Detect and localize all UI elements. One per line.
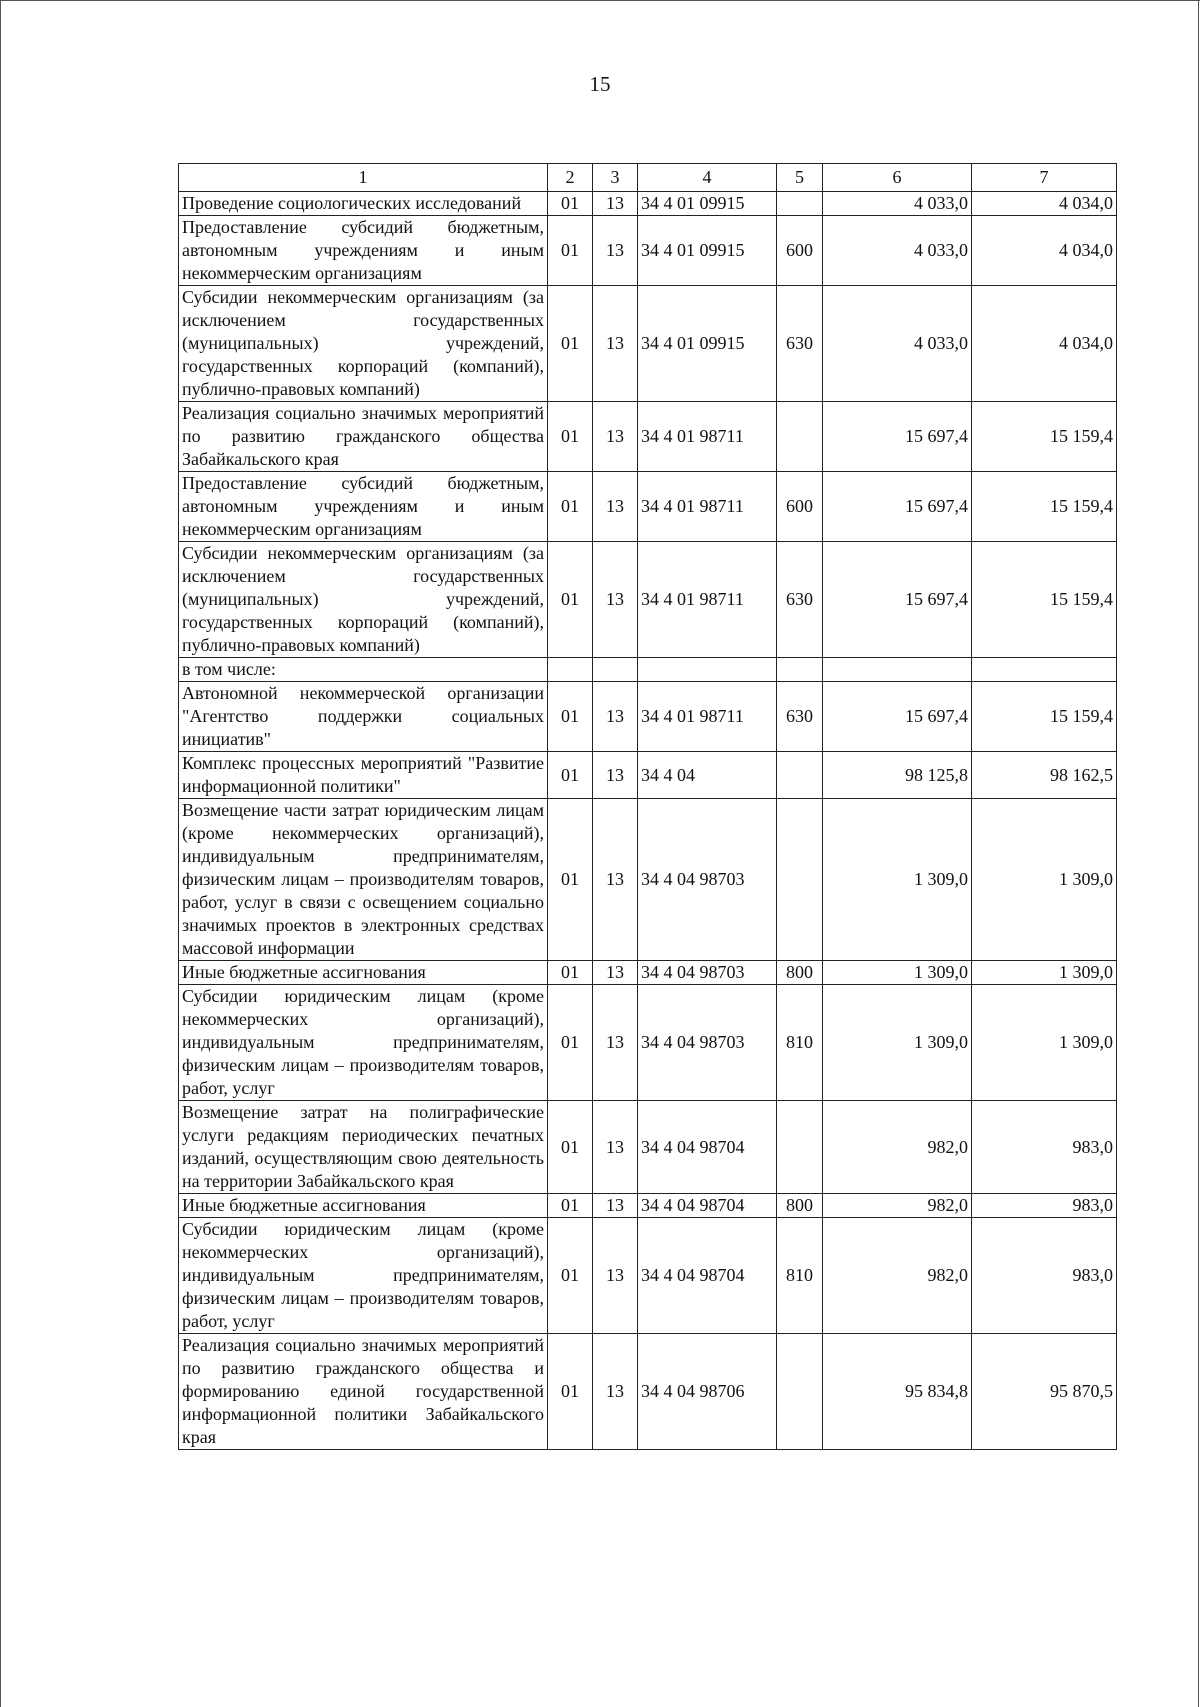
row-name-cell: Субсидии некоммерческим организациям (за исключением государственных (муниципальных) учреждений, государственных корпораций (компаний), публично-правовых компаний) [179,542,548,658]
row-name-cell: Проведение социологических исследований [179,192,548,216]
section-code-cell: 01 [548,192,593,216]
expense-type-cell: 600 [777,216,823,286]
amount-year1-cell: 15 697,4 [823,402,972,472]
target-article-cell: 34 4 04 98706 [638,1334,777,1450]
amount-year1-cell: 95 834,8 [823,1334,972,1450]
table-row [179,542,1117,658]
subsection-code-cell: 13 [593,542,638,658]
amount-year1-cell: 1 309,0 [823,985,972,1101]
header-col-6: 6 [823,164,972,192]
expense-type-cell [777,1334,823,1450]
amount-year1-cell: 4 033,0 [823,216,972,286]
row-name-cell: Автономной некоммерческой организации "Агентство поддержки социальных инициатив" [179,682,548,752]
target-article-cell: 34 4 01 98711 [638,542,777,658]
amount-year1-cell: 1 309,0 [823,961,972,985]
target-article-cell: 34 4 04 98704 [638,1101,777,1194]
expense-type-cell: 630 [777,542,823,658]
section-code-cell: 01 [548,752,593,799]
table-row [179,752,1117,799]
amount-year1-cell: 98 125,8 [823,752,972,799]
section-code-cell: 01 [548,1334,593,1450]
table-header-row [179,164,1117,192]
section-code-cell: 01 [548,682,593,752]
row-name-cell: Субсидии некоммерческим организациям (за исключением государственных (муниципальных) учреждений, государственных корпораций (компаний), публично-правовых компаний) [179,286,548,402]
amount-year2-cell: 98 162,5 [972,752,1117,799]
amount-year1-cell: 982,0 [823,1194,972,1218]
budget-table [178,163,1117,1450]
section-code-cell: 01 [548,286,593,402]
subsection-code-cell: 13 [593,402,638,472]
subsection-code-cell: 13 [593,472,638,542]
row-name-cell: Предоставление субсидий бюджетным, автономным учреждениям и иным некоммерческим организациям [179,472,548,542]
expense-type-cell [777,799,823,961]
amount-year1-cell: 4 033,0 [823,192,972,216]
amount-year1-cell: 4 033,0 [823,286,972,402]
section-code-cell: 01 [548,542,593,658]
table-row [179,216,1117,286]
section-code-cell: 01 [548,472,593,542]
expense-type-cell: 810 [777,985,823,1101]
header-col-7: 7 [972,164,1117,192]
amount-year2-cell: 983,0 [972,1194,1117,1218]
table-row [179,286,1117,402]
expense-type-cell: 630 [777,286,823,402]
page-number: 15 [589,72,611,96]
expense-type-cell [777,402,823,472]
amount-year2-cell: 983,0 [972,1101,1117,1194]
section-code-cell: 01 [548,1194,593,1218]
amount-year1-cell: 982,0 [823,1101,972,1194]
row-name-cell: Возмещение части затрат юридическим лицам (кроме некоммерческих организаций), индивидуальным предпринимателям, физическим лицам – производителям товаров, работ, услуг в связи с освещением социально значимых проектов в электронных средствах массовой информации [179,799,548,961]
expense-type-cell: 630 [777,682,823,752]
subsection-code-cell: 13 [593,1194,638,1218]
amount-year2-cell: 15 159,4 [972,402,1117,472]
amount-year2-cell: 95 870,5 [972,1334,1117,1450]
subsection-code-cell: 13 [593,1101,638,1194]
row-name-cell: Иные бюджетные ассигнования [179,1194,548,1218]
amount-year2-cell: 1 309,0 [972,985,1117,1101]
target-article-cell: 34 4 04 98703 [638,985,777,1101]
amount-year2-cell: 15 159,4 [972,472,1117,542]
header-col-3: 3 [593,164,638,192]
section-code-cell: 01 [548,402,593,472]
amount-year1-cell [823,658,972,682]
section-code-cell: 01 [548,216,593,286]
expense-type-cell: 600 [777,472,823,542]
table-row [179,1218,1117,1334]
target-article-cell: 34 4 04 98703 [638,961,777,985]
amount-year2-cell: 15 159,4 [972,542,1117,658]
row-name-cell: Иные бюджетные ассигнования [179,961,548,985]
amount-year1-cell: 15 697,4 [823,472,972,542]
expense-type-cell [777,752,823,799]
row-name-cell: Комплекс процессных мероприятий "Развитие информационной политики" [179,752,548,799]
table-row [179,402,1117,472]
target-article-cell [638,658,777,682]
target-article-cell: 34 4 04 98704 [638,1194,777,1218]
section-code-cell: 01 [548,985,593,1101]
table-row [179,1101,1117,1194]
amount-year2-cell: 15 159,4 [972,682,1117,752]
scan-edge-top [0,0,1200,1]
section-code-cell: 01 [548,799,593,961]
table-row [179,472,1117,542]
amount-year1-cell: 1 309,0 [823,799,972,961]
subsection-code-cell: 13 [593,799,638,961]
expense-type-cell [777,192,823,216]
amount-year2-cell: 4 034,0 [972,192,1117,216]
subsection-code-cell: 13 [593,1218,638,1334]
amount-year2-cell: 4 034,0 [972,216,1117,286]
row-name-cell: Возмещение затрат на полиграфические услуги редакциям периодических печатных изданий, осуществляющим свою деятельность на территории Забайкальского края [179,1101,548,1194]
subsection-code-cell: 13 [593,682,638,752]
expense-type-cell [777,1101,823,1194]
target-article-cell: 34 4 01 09915 [638,286,777,402]
amount-year2-cell: 4 034,0 [972,286,1117,402]
table-row [179,961,1117,985]
row-name-cell: Предоставление субсидий бюджетным, автономным учреждениям и иным некоммерческим организациям [179,216,548,286]
subsection-code-cell: 13 [593,985,638,1101]
header-col-2: 2 [548,164,593,192]
section-code-cell: 01 [548,961,593,985]
table-row [179,1194,1117,1218]
amount-year2-cell [972,658,1117,682]
row-name-cell: Реализация социально значимых мероприятий по развитию гражданского общества и формированию единой государственной информационной политики Забайкальского края [179,1334,548,1450]
table-row [179,192,1117,216]
subsection-code-cell: 13 [593,752,638,799]
row-name-cell: в том числе: [179,658,548,682]
header-col-4: 4 [638,164,777,192]
subsection-code-cell [593,658,638,682]
amount-year1-cell: 15 697,4 [823,682,972,752]
row-name-cell: Субсидии юридическим лицам (кроме некоммерческих организаций), индивидуальным предпринимателям, физическим лицам – производителям товаров, работ, услуг [179,1218,548,1334]
target-article-cell: 34 4 04 [638,752,777,799]
target-article-cell: 34 4 04 98703 [638,799,777,961]
amount-year2-cell: 983,0 [972,1218,1117,1334]
target-article-cell: 34 4 01 98711 [638,682,777,752]
row-name-cell: Субсидии юридическим лицам (кроме некоммерческих организаций), индивидуальным предпринимателям, физическим лицам – производителям товаров, работ, услуг [179,985,548,1101]
expense-type-cell: 800 [777,961,823,985]
section-code-cell [548,658,593,682]
target-article-cell: 34 4 01 98711 [638,402,777,472]
target-article-cell: 34 4 01 09915 [638,216,777,286]
subsection-code-cell: 13 [593,1334,638,1450]
amount-year1-cell: 982,0 [823,1218,972,1334]
target-article-cell: 34 4 01 09915 [638,192,777,216]
subsection-code-cell: 13 [593,286,638,402]
subsection-code-cell: 13 [593,192,638,216]
header-col-1: 1 [179,164,548,192]
table-row [179,799,1117,961]
expense-type-cell: 810 [777,1218,823,1334]
amount-year1-cell: 15 697,4 [823,542,972,658]
row-name-cell: Реализация социально значимых мероприятий по развитию гражданского общества Забайкальского края [179,402,548,472]
amount-year2-cell: 1 309,0 [972,799,1117,961]
header-col-5: 5 [777,164,823,192]
expense-type-cell [777,658,823,682]
subsection-code-cell: 13 [593,216,638,286]
table-row [179,985,1117,1101]
section-code-cell: 01 [548,1218,593,1334]
scan-edge-left [0,0,1,1707]
table-row [179,658,1117,682]
table-row [179,1334,1117,1450]
table-row [179,682,1117,752]
target-article-cell: 34 4 01 98711 [638,472,777,542]
expense-type-cell: 800 [777,1194,823,1218]
section-code-cell: 01 [548,1101,593,1194]
amount-year2-cell: 1 309,0 [972,961,1117,985]
scan-edge-right [1198,0,1199,1707]
target-article-cell: 34 4 04 98704 [638,1218,777,1334]
subsection-code-cell: 13 [593,961,638,985]
